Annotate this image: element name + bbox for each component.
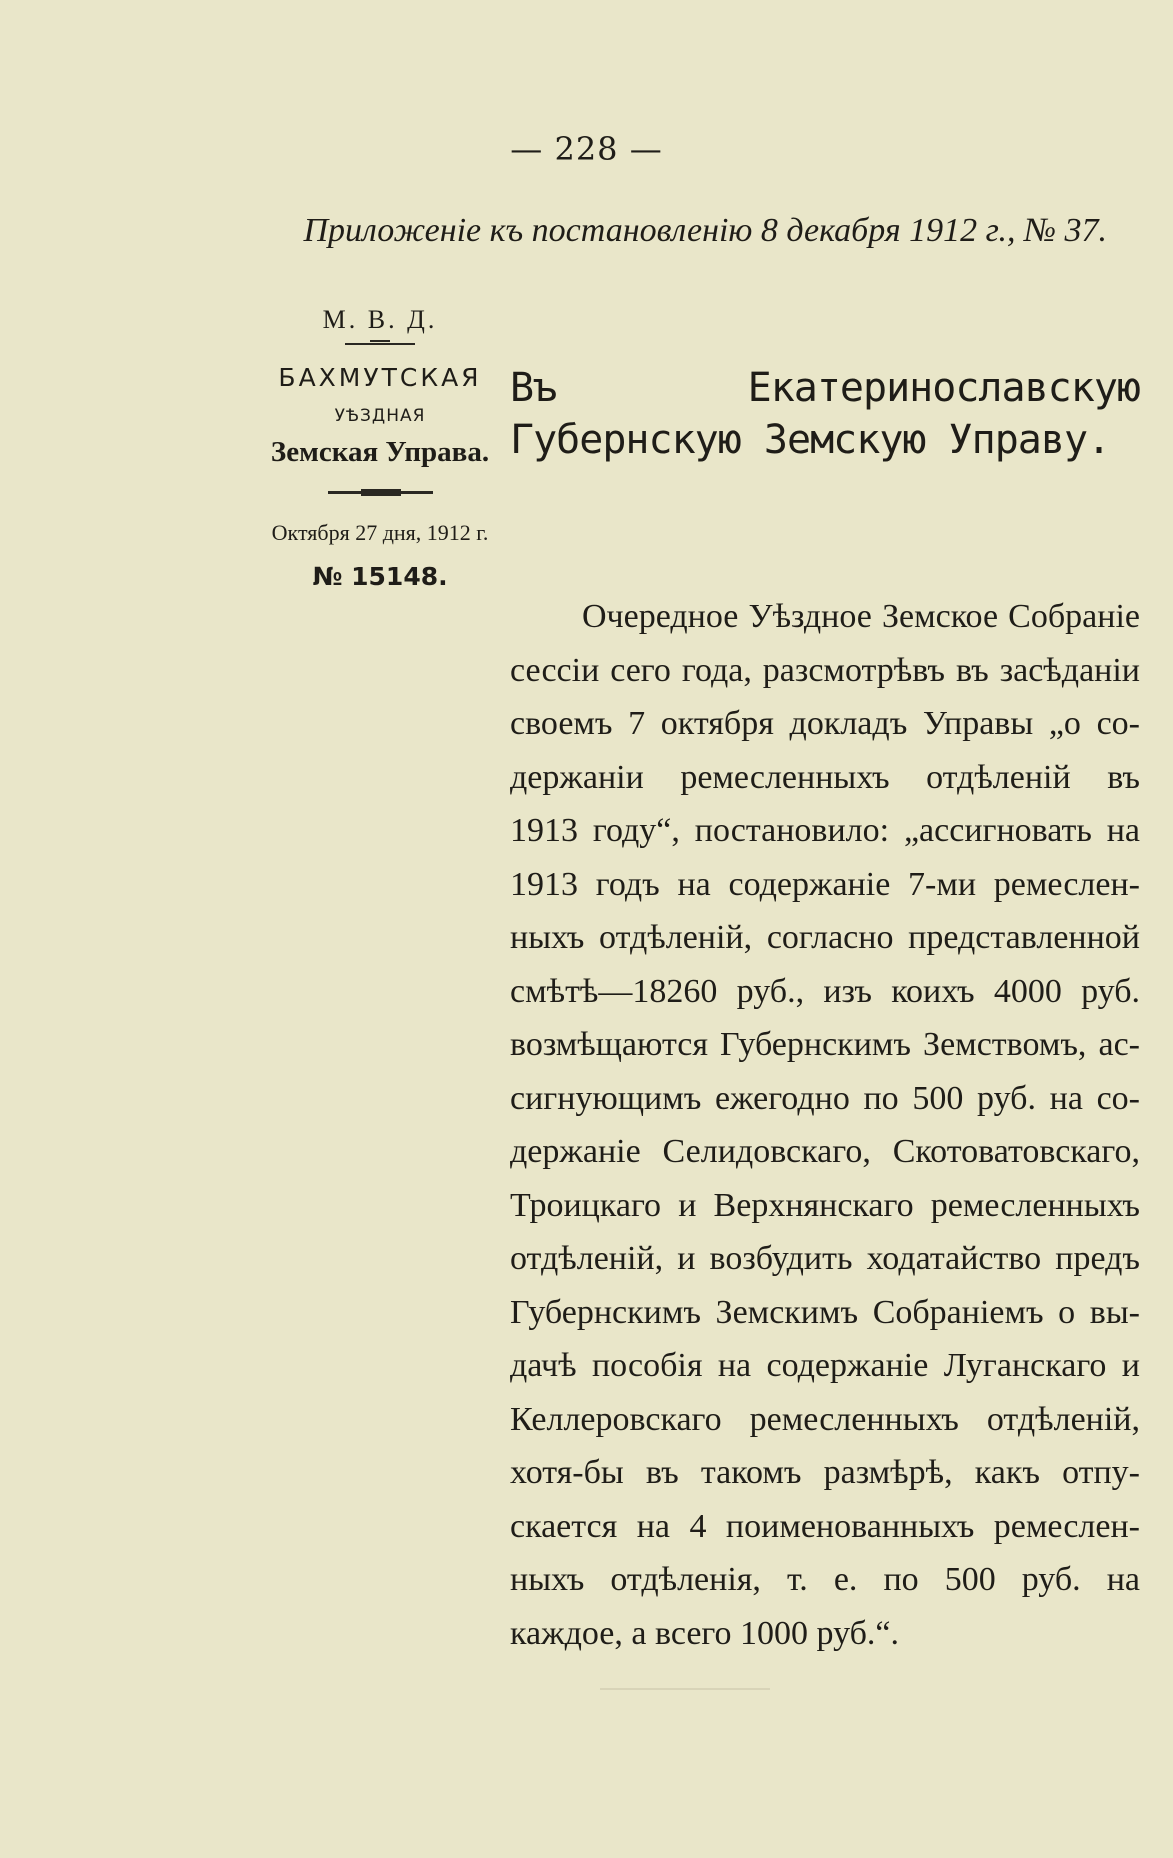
body-line: держанiе Селидовскаго, Скотоватовскаго, — [510, 1133, 1140, 1170]
body-line: хотя-бы въ такомъ размѣрѣ, какъ отпу- — [510, 1454, 1140, 1491]
body-line: своемъ 7 октября докладъ Управы „о со- — [510, 705, 1140, 742]
body-line: отдѣленiй, и возбудить ходатайство предъ — [510, 1240, 1140, 1277]
letter-body — [510, 590, 1140, 1660]
faint-divider — [600, 1688, 770, 1690]
body-line: Троицкаго и Верхнянскаго ремесленныхъ — [510, 1186, 1140, 1224]
body-line: ныхъ отдѣленiя, т. е. по 500 руб. на — [510, 1561, 1140, 1598]
letter-number: № 15148. — [312, 562, 448, 591]
ornament-rule — [328, 491, 433, 494]
body-line: ныхъ отдѣленiй, согласно представленной — [510, 919, 1140, 956]
body-line: Келлеровскаго ремесленныхъ отдѣленiй, — [510, 1400, 1140, 1438]
sender-block — [230, 305, 530, 591]
body-line: возмѣщаются Губернскимъ Земствомъ, ас- — [510, 1026, 1140, 1063]
appendix-note: Приложенie къ постановленiю 8 декабря 1912 г., № 37. — [303, 212, 1107, 249]
org-name-line2: УѢЗДНАЯ — [334, 406, 426, 426]
body-line: каждое, а всего 1000 руб.“. — [510, 1614, 900, 1652]
page-number: — 228 — — [510, 130, 663, 168]
body-line: сигнующимъ ежегодно по 500 руб. на со- — [510, 1079, 1140, 1117]
body-line: 1913 году“, постановило: „ассигновать на — [510, 812, 1140, 849]
ministry-label: М. В. Д. — [322, 305, 438, 334]
body-line: сессiи сего года, разсмотрѣвъ въ засѣданiи — [510, 651, 1140, 689]
org-name-line3: Земская Управа. — [270, 436, 490, 468]
body-line: смѣтѣ—18260 руб., изъ коихъ 4000 руб. — [510, 972, 1140, 1010]
body-line: держанiи ремесленныхъ отдѣленiй въ — [510, 758, 1140, 796]
body-line: скается на 4 поименованныхъ ремеслен- — [510, 1507, 1140, 1545]
org-name-line1: БАХМУТСКАЯ — [278, 363, 482, 392]
body-line: Губернскимъ Земскимъ Собранiемъ о вы- — [510, 1293, 1140, 1331]
body-line: Очередное Уѣздное Земское Собранiе — [582, 598, 1140, 635]
letter-date: Октября 27 дня, 1912 г. — [271, 520, 489, 545]
ornament-divider — [345, 343, 415, 345]
body-line: 1913 годъ на содержанiе 7-ми ремеслен- — [510, 865, 1140, 903]
addressee-heading: Въ Екатеринославскую Губернскую Земскую Управу. — [510, 365, 1140, 463]
body-line: дачѣ пособiя на содержанiе Луганскаго и — [510, 1347, 1140, 1384]
